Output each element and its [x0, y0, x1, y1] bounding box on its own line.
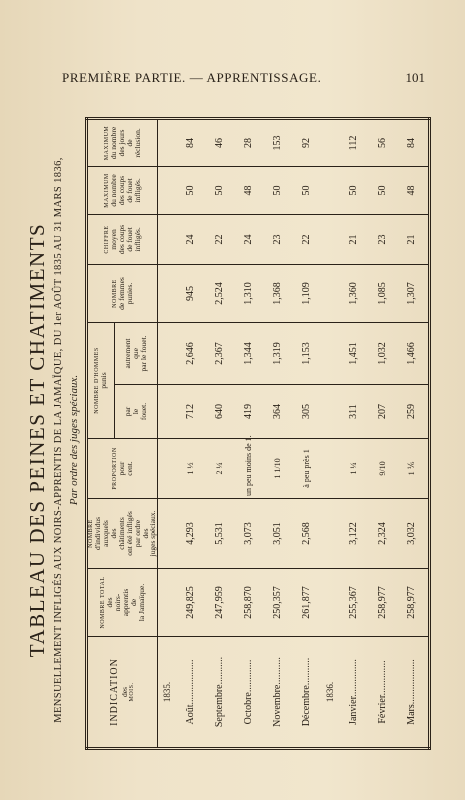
table-cell: 50	[177, 166, 206, 214]
table-cell: 2,367	[206, 322, 235, 384]
punishment-table	[85, 117, 431, 750]
table-cell	[321, 214, 339, 264]
table-cell: Août..................	[177, 637, 206, 749]
header-individus: NOMBRE d'individus auxquels des châtiments ont été infligés par ordre des juges spéciaux.	[87, 499, 158, 569]
table-cell	[158, 385, 177, 439]
table-cell: 1 ½	[177, 439, 206, 499]
table-cell: 21	[339, 214, 368, 264]
table-cell: Janvier...............	[339, 637, 368, 749]
table-cell: 50	[368, 166, 397, 214]
table-cell: 1,085	[368, 264, 397, 322]
table-cell: 2,646	[177, 322, 206, 384]
table-row	[264, 118, 293, 748]
table-cell	[158, 322, 177, 384]
table-cell: 3,073	[235, 499, 264, 569]
table-cell	[321, 385, 339, 439]
table-cell: 1 ⅙	[397, 439, 429, 499]
table-cell	[321, 439, 339, 499]
table-cell: 2,524	[206, 264, 235, 322]
table-cell: 50	[206, 166, 235, 214]
table-cell: 305	[292, 385, 321, 439]
header-max-jours: MAXIMUM du nombre des jours de réclusion.	[87, 118, 158, 166]
table-cell	[158, 499, 177, 569]
table-title: TABLEAU DES PEINES ET CHATIMENTS	[25, 222, 49, 658]
table-cell: 640	[206, 385, 235, 439]
table-cell: 1,153	[292, 322, 321, 384]
table-cell: 46	[206, 118, 235, 166]
table-cell: 21	[397, 214, 429, 264]
table-subtitle: MENSUELLEMENT INFLIGÉS AUX NOIRS-APPRENTIS DE LA JAMAÏQUE, DU 1er AOÛT 1835 AU 31 MARS 1836,	[53, 157, 64, 723]
table-cell: 3,122	[339, 499, 368, 569]
table-cell: 250,357	[264, 569, 293, 637]
header-chiffre: CHIFFRE moyen des coups de fouet infligés.	[87, 214, 158, 264]
rotated-table-block	[25, 90, 435, 790]
running-title: PREMIÈRE PARTIE. — APPRENTISSAGE.	[62, 70, 322, 85]
table-cell: 50	[264, 166, 293, 214]
table-cell: 23	[368, 214, 397, 264]
table-cell: 1 1/10	[264, 439, 293, 499]
table-subtitle-2: Par ordre des juges spéciaux.	[68, 374, 80, 506]
table-cell	[158, 118, 177, 166]
table-cell: 1,466	[397, 322, 429, 384]
table-cell: 4,293	[177, 499, 206, 569]
header-indication: INDICATION des MOIS.	[87, 637, 158, 749]
table-cell: 3,051	[264, 499, 293, 569]
table-cell: 50	[292, 166, 321, 214]
table-cell: 1,360	[339, 264, 368, 322]
table-cell: 3,032	[397, 499, 429, 569]
table-cell: 207	[368, 385, 397, 439]
header-femmes: NOMBRE de femmes punies.	[87, 264, 158, 322]
table-cell: 92	[292, 118, 321, 166]
table-cell: 1,032	[368, 322, 397, 384]
table-cell: Décembre...........	[292, 637, 321, 749]
table-cell: 112	[339, 118, 368, 166]
table-cell	[321, 118, 339, 166]
header-proportion: PROPORTION pour cent.	[87, 439, 158, 499]
table-cell: 1,310	[235, 264, 264, 322]
table-cell: 9/10	[368, 439, 397, 499]
table-cell: 247,959	[206, 569, 235, 637]
table-cell: 1,109	[292, 264, 321, 322]
table-cell: 2,324	[368, 499, 397, 569]
table-cell: 24	[235, 214, 264, 264]
page-number: 101	[405, 70, 425, 85]
table-cell: Mars..................	[397, 637, 429, 749]
table-cell: 84	[177, 118, 206, 166]
table-row	[368, 118, 397, 748]
table-cell	[158, 166, 177, 214]
table-cell: 419	[235, 385, 264, 439]
table-cell: 261,877	[292, 569, 321, 637]
table-row	[339, 118, 368, 748]
table-row	[397, 118, 429, 748]
header-max-coups: MAXIMUM du nombre des coups de fouet infligés.	[87, 166, 158, 214]
table-cell: 1,368	[264, 264, 293, 322]
table-cell	[158, 214, 177, 264]
table-cell: Novembre...........	[264, 637, 293, 749]
year-1835-label: 1835.	[158, 637, 177, 749]
table-row	[206, 118, 235, 748]
header-autrement: autrement que par le fouet.	[115, 322, 158, 384]
header-total: NOMBRE TOTAL des noirs- apprentis de la Jamaïque.	[87, 569, 158, 637]
table-cell: 255,367	[339, 569, 368, 637]
table-cell: 945	[177, 264, 206, 322]
table-cell	[158, 439, 177, 499]
table-cell: 24	[177, 214, 206, 264]
table-cell: 258,870	[235, 569, 264, 637]
table-cell: 23	[264, 214, 293, 264]
table-cell: 712	[177, 385, 206, 439]
table-cell: 1 ¼	[339, 439, 368, 499]
table-cell: 259	[397, 385, 429, 439]
table-cell: 50	[339, 166, 368, 214]
table-cell	[321, 499, 339, 569]
table-cell: 249,825	[177, 569, 206, 637]
table-cell: 1,307	[397, 264, 429, 322]
table-cell: 56	[368, 118, 397, 166]
table-cell: 84	[397, 118, 429, 166]
table-cell: 5,531	[206, 499, 235, 569]
table-cell: Février..............	[368, 637, 397, 749]
table-cell	[158, 569, 177, 637]
table-cell: 2 ¼	[206, 439, 235, 499]
year-1836-label: 1836.	[321, 637, 339, 749]
table-cell: 1,344	[235, 322, 264, 384]
table-row	[177, 118, 206, 748]
table-cell: 153	[264, 118, 293, 166]
table-cell: à peu près 1	[292, 439, 321, 499]
table-cell: 48	[397, 166, 429, 214]
table-cell: Octobre.............	[235, 637, 264, 749]
table-cell: 258,977	[397, 569, 429, 637]
table-cell	[321, 166, 339, 214]
table-cell	[158, 264, 177, 322]
table-cell: 311	[339, 385, 368, 439]
table-cell	[321, 264, 339, 322]
table-cell: 1,319	[264, 322, 293, 384]
table-row	[292, 118, 321, 748]
table-cell: 22	[292, 214, 321, 264]
table-cell: 2,568	[292, 499, 321, 569]
table-cell: 1,451	[339, 322, 368, 384]
table-cell	[321, 322, 339, 384]
table-cell: 28	[235, 118, 264, 166]
table-cell: Septembre...........	[206, 637, 235, 749]
table-cell: 364	[264, 385, 293, 439]
table-cell: 22	[206, 214, 235, 264]
table-cell: 258,977	[368, 569, 397, 637]
table-cell: 48	[235, 166, 264, 214]
table-cell: un peu moins de 1.	[235, 439, 264, 499]
table-row	[235, 118, 264, 748]
table-cell	[321, 569, 339, 637]
header-fouet: par le fouet.	[115, 385, 158, 439]
header-hommes: NOMBRE D'HOMMES punis	[87, 322, 115, 438]
